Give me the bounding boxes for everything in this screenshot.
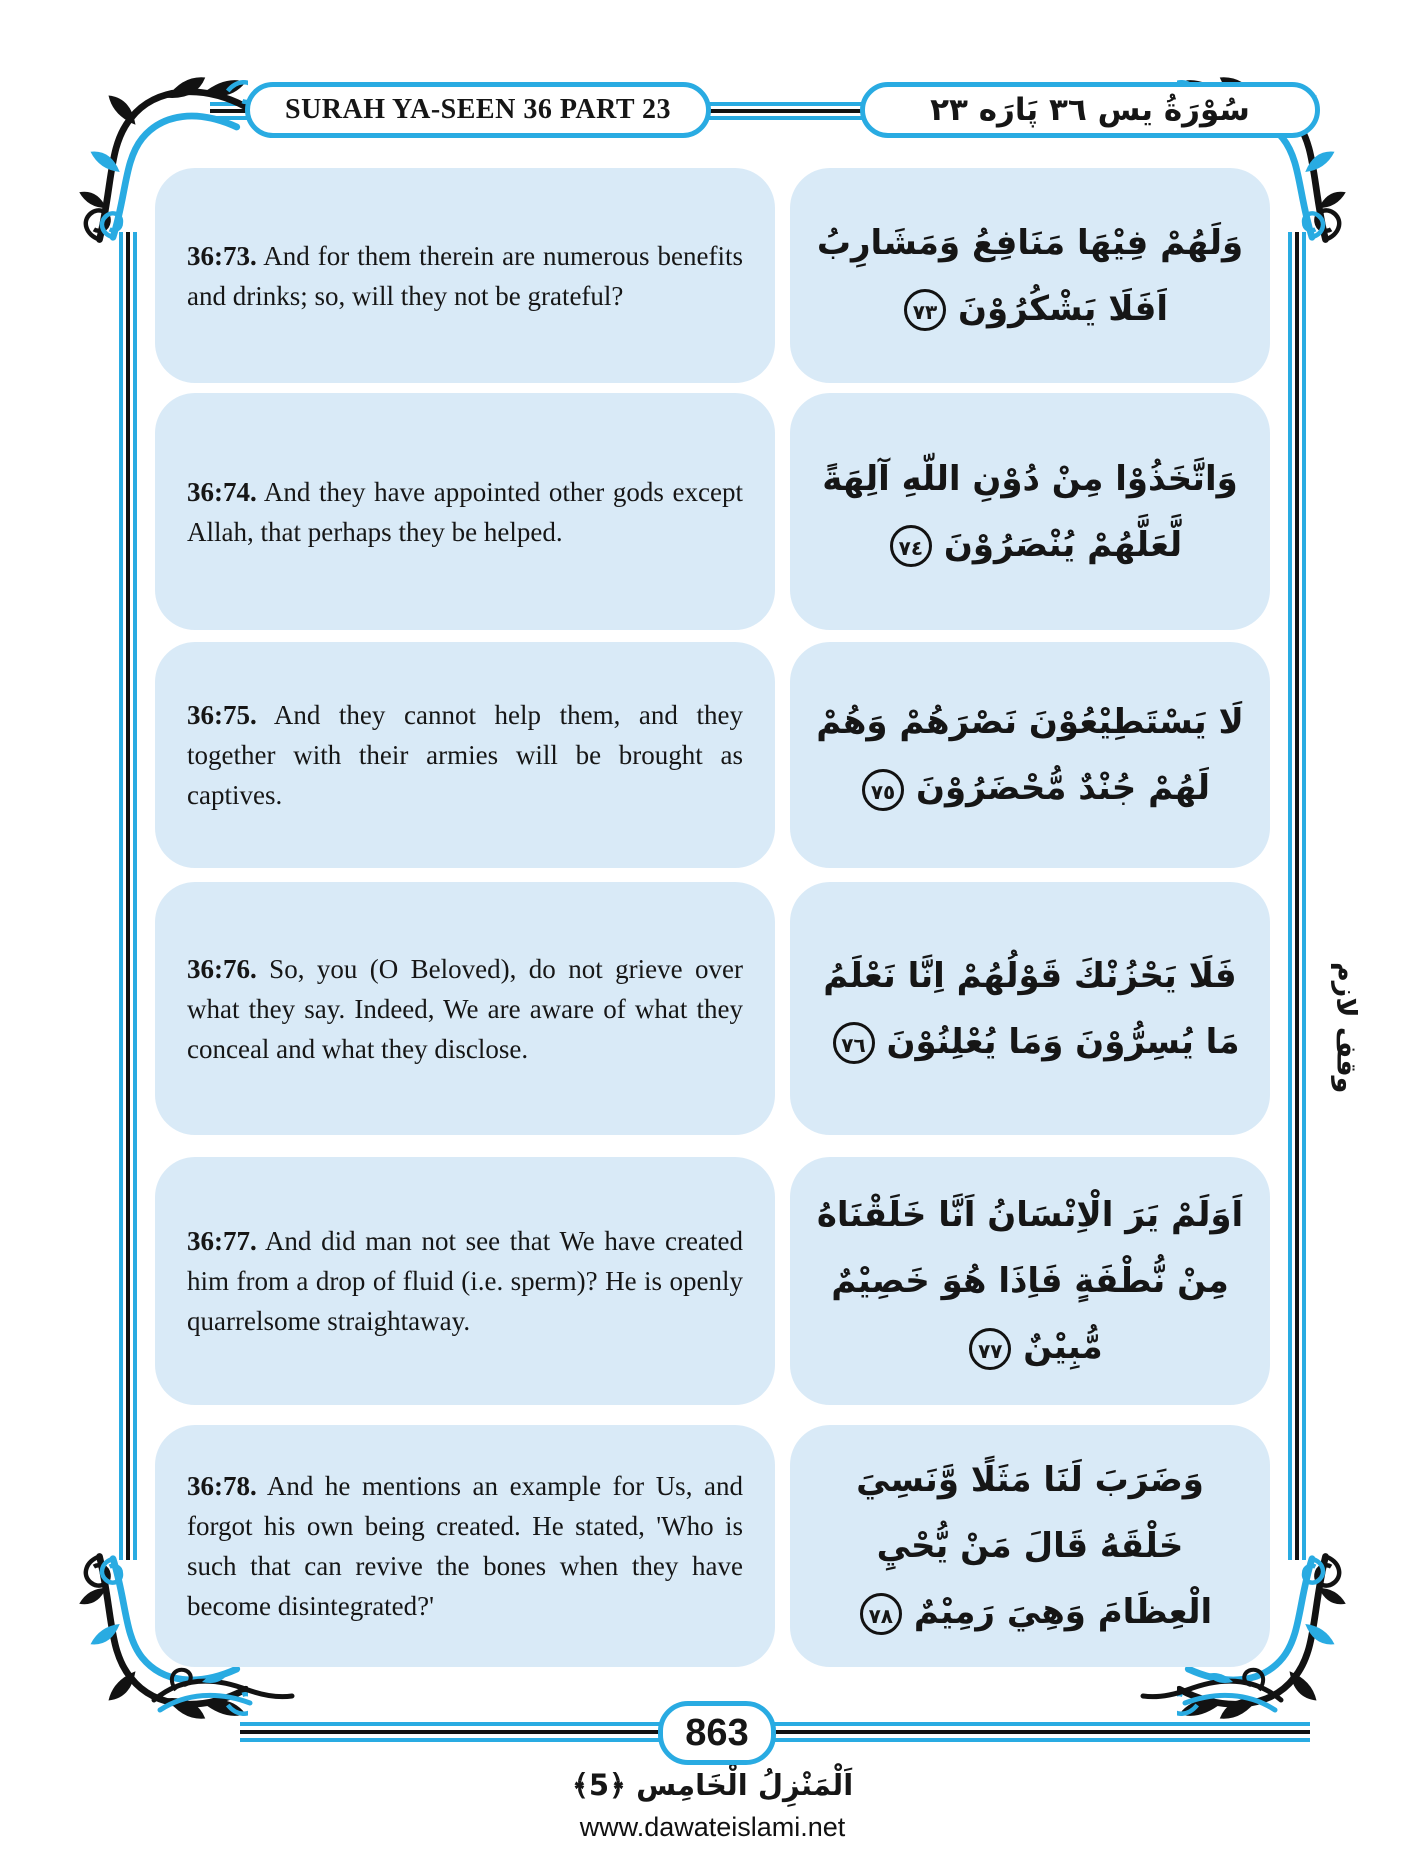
verse-arabic: فَلَا يَحْزُنْكَ قَوْلُهُمْ اِنَّا نَعْلَمُ مَا يُسِرُّوْنَ وَمَا يُعْلِنُوْنَ [823, 955, 1240, 1062]
verse-translation: And did man not see that We have created him from a drop of fluid (i.e. sperm)? He is openly quarrelsome straightaway. [187, 1226, 743, 1336]
verse-translation: So, you (O Beloved), do not grieve over what they say. Indeed, We are aware of what they conceal and what they disclose. [187, 953, 743, 1064]
verse-arabic: وَضَرَبَ لَنَا مَثَلًا وَّنَسِيَ خَلْقَهُ قَالَ مَنْ يُّحْيِ الْعِظَامَ وَهِيَ رَمِيْمٌ [856, 1460, 1213, 1632]
verse-translation-text [155, 679, 775, 831]
surah-title-banner-arabic [860, 82, 1320, 138]
waqf-margin-note: وقف لازم [1330, 962, 1362, 1094]
verse-arabic-text [790, 935, 1270, 1083]
verse-arabic-box [790, 642, 1270, 868]
page-number-badge [658, 1701, 776, 1765]
verse-ref: 36:74. [187, 476, 257, 507]
verse-ref: 36:78. [187, 1471, 257, 1501]
verse-row-36-77 [155, 1157, 1270, 1405]
verse-arabic-text [790, 1174, 1270, 1388]
ayah-number-badge: ٧٥ [862, 769, 904, 811]
verse-arabic-text [790, 1439, 1270, 1653]
verse-arabic-box [790, 1157, 1270, 1405]
rule-end-flourish-left-icon [150, 1666, 300, 1722]
verse-translation-box [155, 1425, 775, 1667]
manzil-text: اَلْمَنْزِلُ الْخَامِس [636, 1768, 854, 1802]
verse-ref: 36:75. [187, 700, 257, 730]
manzil-number: ﴿5﴾ [571, 1768, 627, 1802]
right-rule-blue-inner [1288, 232, 1292, 1560]
surah-title-arabic: سُوْرَةُ يس ٣٦ پَارَه ٢٣ [930, 92, 1250, 128]
verse-translation-box [155, 393, 775, 630]
ayah-number-badge: ٧٨ [860, 1593, 902, 1635]
verse-translation-text [155, 220, 775, 332]
left-rule-blue-outer [119, 232, 123, 1560]
verse-arabic: وَاتَّخَذُوْا مِنْ دُوْنِ اللّهِ آلِهَةً لَّعَلَّهُمْ يُنْصَرُوْنَ [822, 458, 1238, 565]
verse-row-36-78 [155, 1425, 1270, 1667]
verse-row-36-73 [155, 168, 1270, 383]
page-number: 863 [685, 1711, 749, 1754]
website-url: www.dawateislami.net [579, 1812, 846, 1842]
verse-row-36-75 [155, 642, 1270, 868]
verse-arabic-box [790, 882, 1270, 1135]
verse-arabic-box [790, 1425, 1270, 1667]
verse-translation-box [155, 882, 775, 1135]
verse-ref: 36:76. [187, 953, 257, 984]
verse-translation-box [155, 642, 775, 868]
verse-arabic: لَا يَسْتَطِيْعُوْنَ نَصْرَهُمْ وَهُمْ لَهُمْ جُنْدٌ مُّحْضَرُوْنَ [816, 702, 1244, 808]
right-rule-black [1295, 232, 1299, 1560]
verse-arabic-box [790, 393, 1270, 630]
rule-end-flourish-right-icon [1135, 1666, 1285, 1722]
verse-arabic-text [790, 202, 1270, 350]
ayah-number-badge: ٧٧ [969, 1328, 1011, 1370]
ayah-number-badge: ٧٣ [904, 289, 946, 331]
verse-translation-text [155, 1450, 775, 1642]
left-rule-black [126, 232, 130, 1560]
verse-translation: And they cannot help them, and they together with their armies will be brought as captives. [187, 700, 743, 810]
verse-translation-text [155, 456, 775, 568]
verse-arabic-text [790, 681, 1270, 829]
manzil-label [0, 1768, 1425, 1802]
verses-grid [155, 168, 1270, 1667]
verse-arabic-box [790, 168, 1270, 383]
verse-arabic-text [790, 438, 1270, 586]
left-rule-blue-inner [133, 232, 137, 1560]
verse-translation: And they have appointed other gods except Allah, that perhaps they be helped. [187, 476, 743, 547]
verse-row-36-76 [155, 882, 1270, 1135]
verse-translation: And he mentions an example for Us, and forgot his own being created. He stated, 'Who is such that can revive the bones when they have become disintegrated?' [187, 1471, 744, 1621]
verse-ref: 36:73. [187, 240, 257, 271]
verse-translation-text [155, 933, 775, 1085]
verse-translation-text [155, 1205, 775, 1357]
verse-ref: 36:77. [187, 1226, 257, 1256]
right-rule-blue-outer [1302, 232, 1306, 1560]
ayah-number-badge: ٧٤ [890, 525, 932, 567]
verse-row-36-74 [155, 393, 1270, 630]
verse-translation: And for them therein are numerous benefits and drinks; so, will they not be grateful? [187, 240, 743, 311]
verse-arabic: اَوَلَمْ يَرَ الْاِنْسَانُ اَنَّا خَلَقْنَاهُ مِنْ نُّطْفَةٍ فَاِذَا هُوَ خَصِيْمٌ مُّبِيْنٌ [816, 1195, 1244, 1367]
ayah-number-badge: ٧٦ [833, 1022, 875, 1064]
surah-title-english: SURAH YA-SEEN 36 PART 23 [285, 94, 671, 125]
surah-title-banner-english [245, 82, 711, 138]
verse-translation-box [155, 168, 775, 383]
verse-arabic: وَلَهُمْ فِيْهَا مَنَافِعُ وَمَشَارِبُ اَفَلَا يَشْكُرُوْنَ [816, 222, 1244, 329]
verse-translation-box [155, 1157, 775, 1405]
